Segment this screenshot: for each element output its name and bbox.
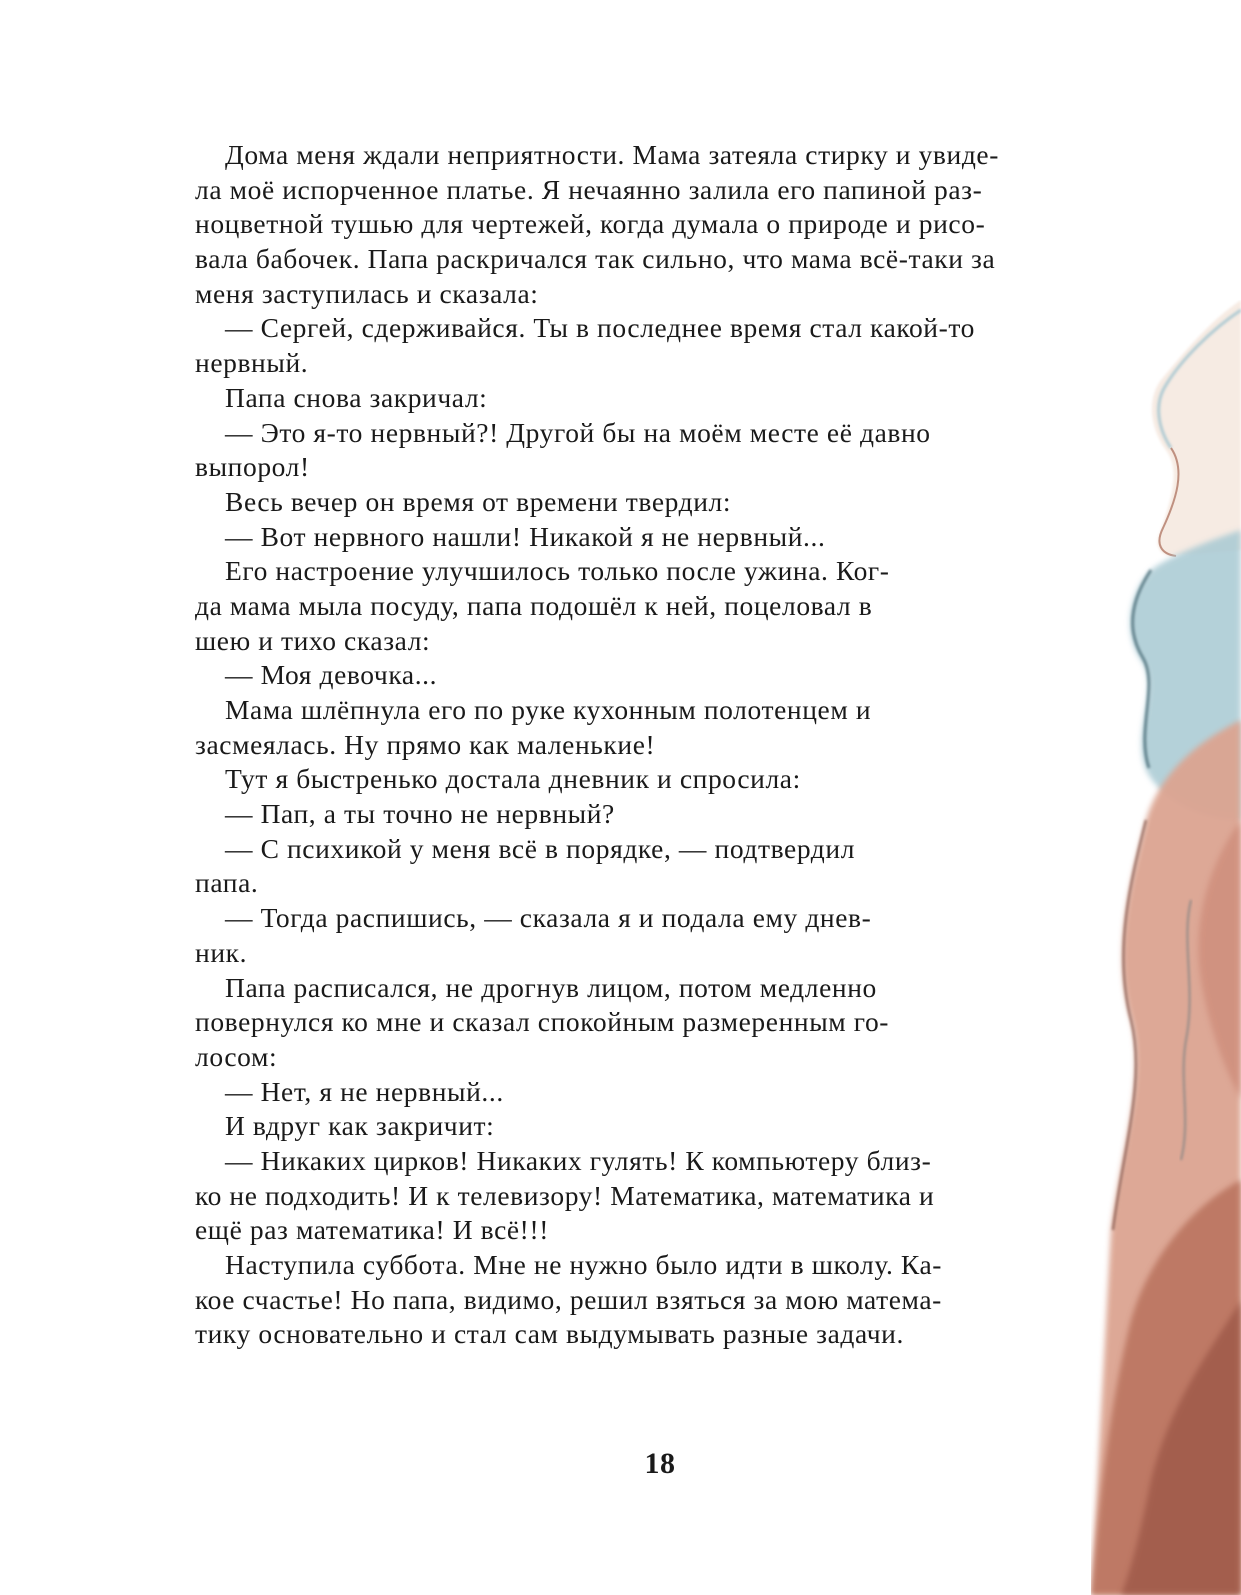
- text-line: — Никаких цирков! Никаких гулять! К компьютеру близ-: [225, 1144, 932, 1176]
- text-line: Мама шлёпнула его по руке кухонным полотенцем и: [225, 694, 872, 725]
- text-line: И вдруг как закричит:: [225, 1110, 495, 1142]
- text-line: тику основательно и стал сам выдумывать разные задачи.: [195, 1318, 904, 1350]
- body-text: [195, 138, 1115, 1352]
- text-line: Тут я быстренько достала дневник и спросила:: [225, 763, 801, 795]
- text-line: — Сергей, сдерживайся. Ты в последнее время стал какой-то: [225, 312, 975, 344]
- text-line: повернулся ко мне и сказал спокойным размеренным го-: [195, 1006, 890, 1038]
- text-line: — Вот нервного нашли! Никакой я не нервный...: [225, 520, 826, 552]
- text-line: — Моя девочка...: [225, 659, 438, 691]
- text-line: шею и тихо сказал:: [195, 624, 431, 656]
- text-line: ещё раз математика! И всё!!!: [195, 1214, 549, 1246]
- text-line: — С психикой у меня всё в порядке, — подтвердил: [225, 832, 856, 864]
- text-line: Весь вечер он время от времени твердил:: [225, 485, 732, 517]
- text-line: — Нет, я не нервный...: [225, 1075, 504, 1107]
- text-line: Наступила суббота. Мне не нужно было идти в школу. Ка-: [225, 1249, 943, 1280]
- text-line: засмеялась. Ну прямо как маленькие!: [195, 728, 656, 760]
- text-line: Папа расписался, не дрогнув лицом, потом медленно: [225, 971, 877, 1003]
- text-line: ла моё испорченное платье. Я нечаянно залила его папиной раз-: [195, 173, 983, 205]
- text-line: Его настроение улучшилось только после ужина. Ког-: [225, 555, 890, 587]
- text-line: папа.: [195, 867, 259, 899]
- text-line: нервный.: [195, 347, 309, 379]
- page-number: 18: [644, 1447, 676, 1480]
- text-line: ноцветной тушью для чертежей, когда думала о природе и рисо-: [195, 208, 986, 240]
- illustration-top-outline: [1152, 300, 1241, 556]
- text-line: кое счастье! Но папа, видимо, решил взяться за мою матема-: [195, 1283, 942, 1315]
- text-line: ник.: [195, 936, 248, 968]
- text-line: — Пап, а ты точно не нервный?: [225, 798, 615, 830]
- text-line: — Тогда распишись, — сказала я и подала ему днев-: [225, 902, 872, 934]
- text-line: выпорол!: [195, 451, 310, 483]
- text-line: — Это я-то нервный?! Другой бы на моём месте её давно: [225, 416, 931, 448]
- text-line: меня заступилась и сказала:: [195, 277, 539, 309]
- watercolor-illustration: [1091, 300, 1241, 1595]
- text-line: Дома меня ждали неприятности. Мама затеяла стирку и увиде-: [225, 139, 999, 170]
- text-line: лосом:: [195, 1040, 278, 1072]
- text-line: да мама мыла посуду, папа подошёл к ней, поцеловал в: [195, 589, 873, 621]
- text-line: вала бабочек. Папа раскричался так сильно, что мама всё-таки за: [195, 243, 996, 275]
- text-line: Папа снова закричал:: [225, 381, 488, 413]
- text-line: ко не подходить! И к телевизору! Математика, математика и: [195, 1179, 935, 1211]
